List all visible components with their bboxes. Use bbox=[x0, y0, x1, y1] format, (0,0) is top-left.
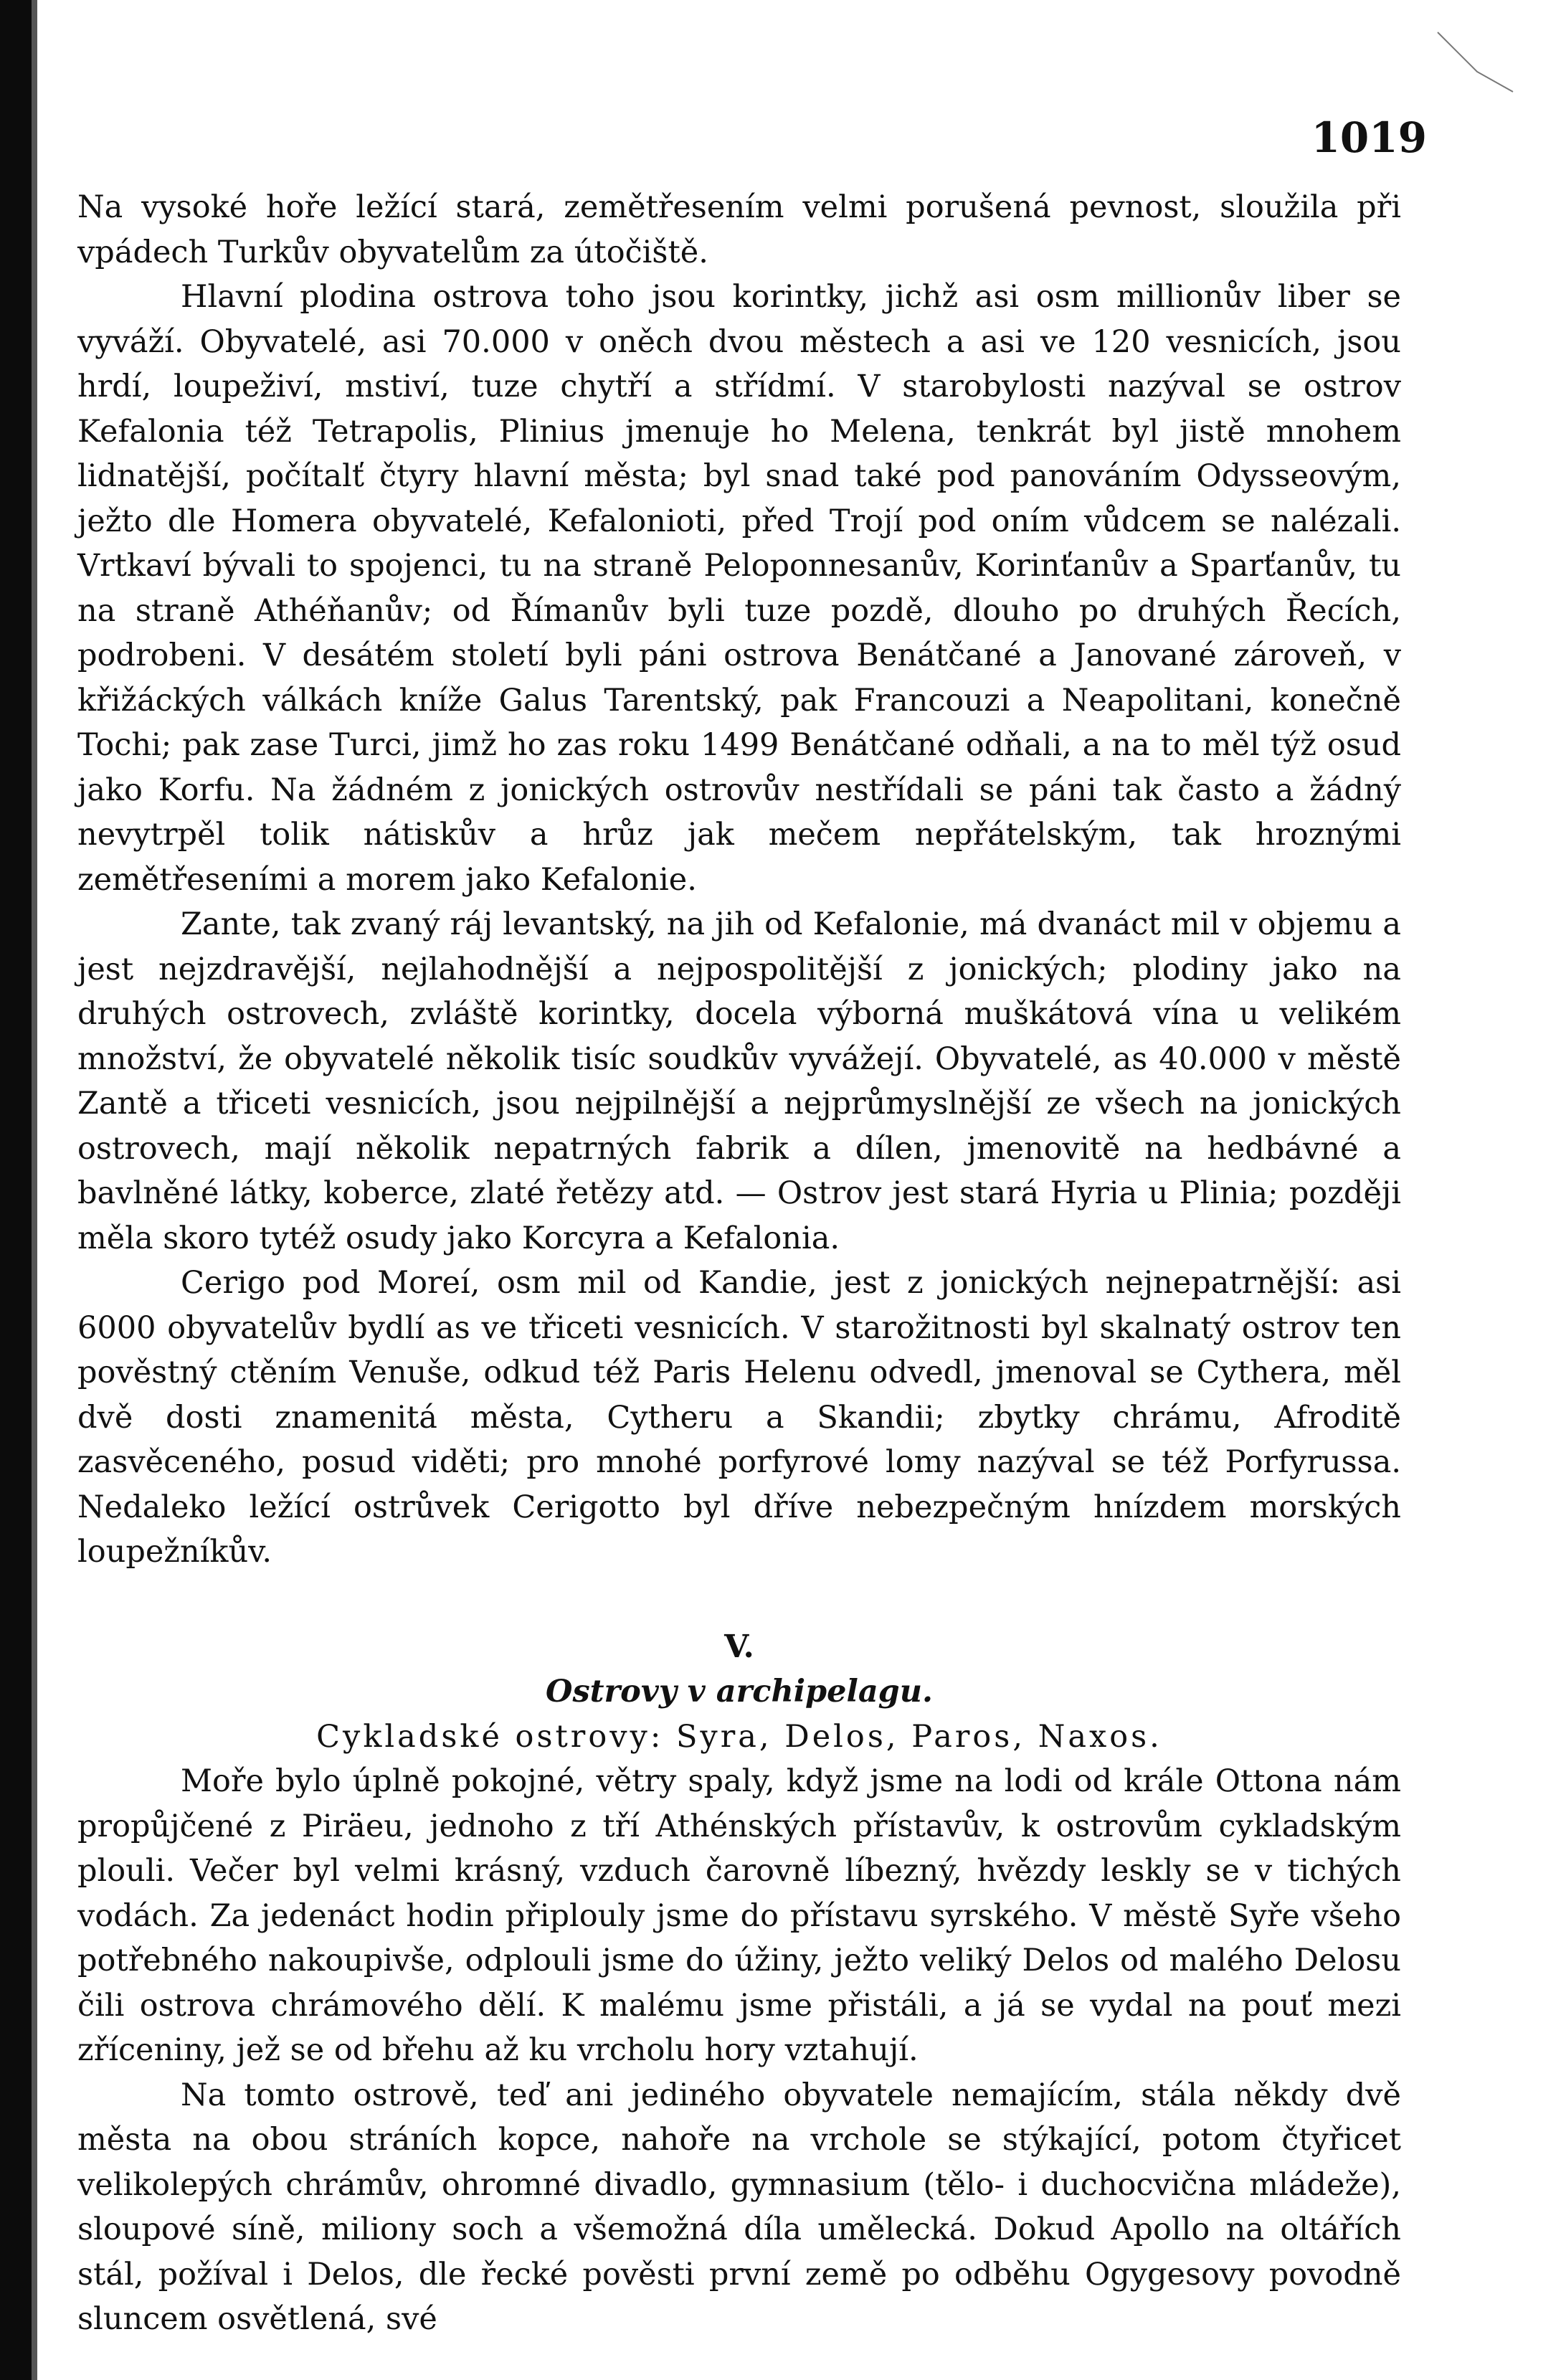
paragraph-kefalonia: Hlavní plodina ostrova toho jsou korintky, jichž asi osm millionův liber se vyváží. Obyvatelé, asi 70.000 v oněch dvou městech a asi ve 120 vesnicích, jsou hrdí, loupeživí, mstiví, tuze chytří a střídmí. V starobylosti nazýval se ostrov Kefalonia též Tetrapolis, Plinius jmenuje ho Melena, tenkrát byl jistě mnohem lidnatější, počítalť čtyry hlavní města; byl snad také pod panováním Odysseovým, ježto dle Homera obyvatelé, Kefalonioti, před Trojí pod oním vůdcem se nalézali. Vrtkaví bývali to spojenci, tu na straně Peloponnesanův, Korinťanův a Sparťanův, tu na straně Athéňanův; od Římanův byli tuze pozdě, dlouho po druhých Řecích, podrobeni. V desátém století byli páni ostrova Benátčané a Janované zároveň, v křižáckých válkách kníže Galus Tarentský, pak Francouzi a Neapolitani, konečně Tochi; pak zase Turci, jimž ho zas roku 1499 Benátčané odňali, a na to měl týž osud jako Korfu. Na žádném z jonických ostrovův nestřídali se páni tak často a žádný nevytrpěl tolik nátiskův a hrůz jak mečem nepřátelským, tak hroznými zemětřeseními a morem jako Kefalonie. bbox=[77, 279, 1401, 898]
section-subtitle: Cykladské ostrovy: Syra, Delos, Paros, Naxos. bbox=[316, 1718, 1162, 1755]
scan-binding-shadow bbox=[32, 0, 37, 2380]
paragraph-cerigo: Cerigo pod Moreí, osm mil od Kandie, jest z jonických nejnepatrnější: asi 6000 obyvatelův bydlí as ve třiceti vesnicích. V starožitnosti byl skalnatý ostrov ten pověstný ctěním Venuše, odkud též Paris Helenu odvedl, jmenoval se Cythera, měl dvě dosti znamenitá města, Cytheru a Skandii; zbytky chrámu, Afroditě zasvěceného, posud viděti; pro mnohé porfyrové lomy nazýval se též Porfyrussa. Nedaleko ležící ostrůvek Cerigotto byl dříve nebezpečným hnízdem morských loupežníkův. bbox=[77, 1265, 1401, 1570]
paragraph-continuation: Na vysoké hoře ležící stará, zemětřesením velmi porušená pevnost, sloužila při vpádech Turkův obyvatelům za útočiště. bbox=[77, 189, 1401, 270]
section-numeral: V. bbox=[724, 1628, 754, 1665]
paragraph-voyage: Moře bylo úplně pokojné, větry spaly, když jsme na lodi od krále Ottona nám propůjčené z Piräeu, jednoho z tří Athénských přístavův, k ostrovům cykladským plouli. Večer byl velmi krásný, vzduch čarovně líbezný, hvězdy leskly se v tichých vodách. Za jedenáct hodin připlouly jsme do přístavu syrského. V městě Syře všeho potřebného nakoupivše, odplouli jsme do úžiny, ježto veliký Delos od malého Delosu čili ostrova chrámového dělí. K malému jsme přistáli, a já se vydal na pouť mezi zříceniny, jež se od břehu až ku vrcholu hory vztahují. bbox=[77, 1763, 1401, 2068]
corner-scan-mark bbox=[1434, 29, 1520, 93]
paragraph-zante: Zante, tak zvaný ráj levantský, na jih od Kefalonie, má dvanáct mil v objemu a jest nejzdravější, nejlahodnější a nejpospolitější z jonických; plodiny jako na druhých ostrovech, zvláště korintky, docela výborná muškátová vína u velikém množství, že obyvatelé několik tisíc soudkův vyvážejí. Obyvatelé, as 40.000 v městě Zantě a třiceti vesnicích, jsou nejpilnější a nejprůmyslnější ze všech na jonických ostrovech, mají několik nepatrných fabrik a dílen, jmenovitě na hedbávné a bavlněné látky, koberce, zlaté řetězy atd. — Ostrov jest stará Hyria u Plinia; později měla skoro tytéž osudy jako Korcyra a Kefalonia. bbox=[77, 906, 1401, 1256]
page-number: 1019 bbox=[1311, 113, 1427, 162]
section-spacer bbox=[77, 1575, 1401, 1625]
paragraph-delos: Na tomto ostrově, teď ani jediného obyvatele nemajícím, stála někdy dvě města na obou stráních kopce, nahoře na vrchole se stýkající, potom čtyřicet velikolepých chrámův, ohromné divadlo, gymnasium (tělo- i duchocvična mládeže), sloupové síně, miliony soch a všemožná díla umělecká. Dokud Apollo na oltářích stál, požíval i Delos, dle řecké pověsti první země po odběhu Ogygesovy povodně sluncem osvětlená, své bbox=[77, 2077, 1401, 2337]
section-title: Ostrovy v archipelagu. bbox=[546, 1674, 933, 1710]
page-body bbox=[77, 185, 1401, 2342]
scan-binding-edge bbox=[0, 0, 32, 2380]
